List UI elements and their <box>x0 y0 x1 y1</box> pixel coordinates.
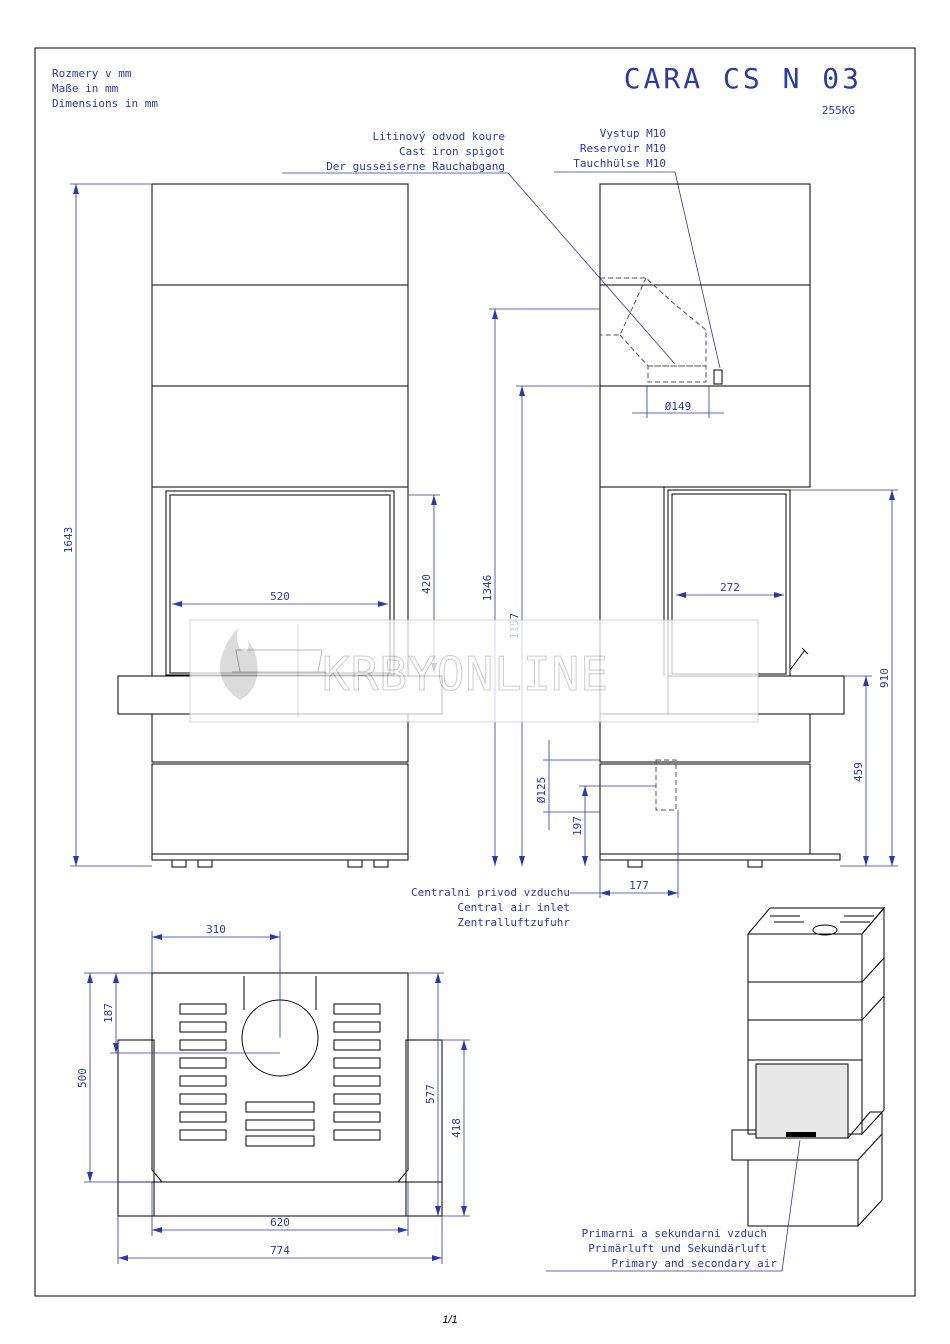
page-number: 1/1 <box>442 1314 458 1326</box>
spigot-label-de: Der gusseiserne Rauchabgang <box>326 160 505 173</box>
dim-inlet-diameter: Ø125 <box>535 776 548 804</box>
dim-top-width-outer: 774 <box>270 1244 290 1257</box>
dim-front-height: 1643 <box>62 526 75 554</box>
model-title: CARA CS N 03 <box>623 62 862 95</box>
units-note-en: Dimensions in mm <box>52 97 158 110</box>
dim-front-window-height: 420 <box>420 574 433 594</box>
sensor-callout <box>554 127 720 368</box>
dim-inlet-height: 197 <box>571 816 584 836</box>
dim-flue-diameter: Ø149 <box>664 400 692 413</box>
spigot-label-cz: Litinový odvod koure <box>372 130 505 143</box>
isometric-view <box>732 908 884 1226</box>
dim-top-418: 418 <box>450 1118 463 1138</box>
primary-air-label-cz: Primarni a sekundarni vzduch <box>581 1227 767 1240</box>
front-view <box>62 184 442 867</box>
weight-label: 255KG <box>821 104 855 117</box>
dim-side-window-bottom: 910 <box>878 668 891 688</box>
dim-top-577: 577 <box>424 1084 437 1104</box>
dim-front-window-width: 520 <box>270 590 290 603</box>
dim-side-height-1: 1346 <box>481 574 494 602</box>
dim-top-500: 500 <box>76 1068 89 1088</box>
primary-air-label-en: Primary and secondary air <box>611 1257 777 1270</box>
watermark-text: KRBYONLINE <box>322 647 609 701</box>
units-note-de: Maße in mm <box>52 82 119 95</box>
air-inlet-label-cz: Centralni privod vzduchu <box>411 886 570 899</box>
dim-side-depth: 272 <box>720 581 740 594</box>
top-view <box>76 923 470 1264</box>
side-view <box>481 184 898 898</box>
primary-air-label-de: Primärluft und Sekundärluft <box>588 1242 767 1255</box>
watermark <box>190 620 758 722</box>
dim-inlet-offset: 177 <box>629 879 649 892</box>
dim-top-width-inner: 620 <box>270 1216 290 1229</box>
air-inlet-callout <box>411 886 600 929</box>
sensor-label-de: Tauchhülse M10 <box>573 157 666 170</box>
spigot-label-en: Cast iron spigot <box>399 145 505 158</box>
dim-top-187: 187 <box>102 1003 115 1023</box>
sensor-label-cz: Vystup M10 <box>599 127 666 140</box>
dim-side-base: 459 <box>852 762 865 782</box>
air-inlet-label-de: Zentralluftzufuhr <box>457 916 570 929</box>
dim-top-flue-offset: 310 <box>206 923 226 936</box>
units-note <box>52 67 158 110</box>
air-inlet-label-en: Central air inlet <box>457 901 570 914</box>
units-note-cz: Rozmery v mm <box>52 67 132 80</box>
sensor-label-fr: Reservoir M10 <box>579 142 666 155</box>
